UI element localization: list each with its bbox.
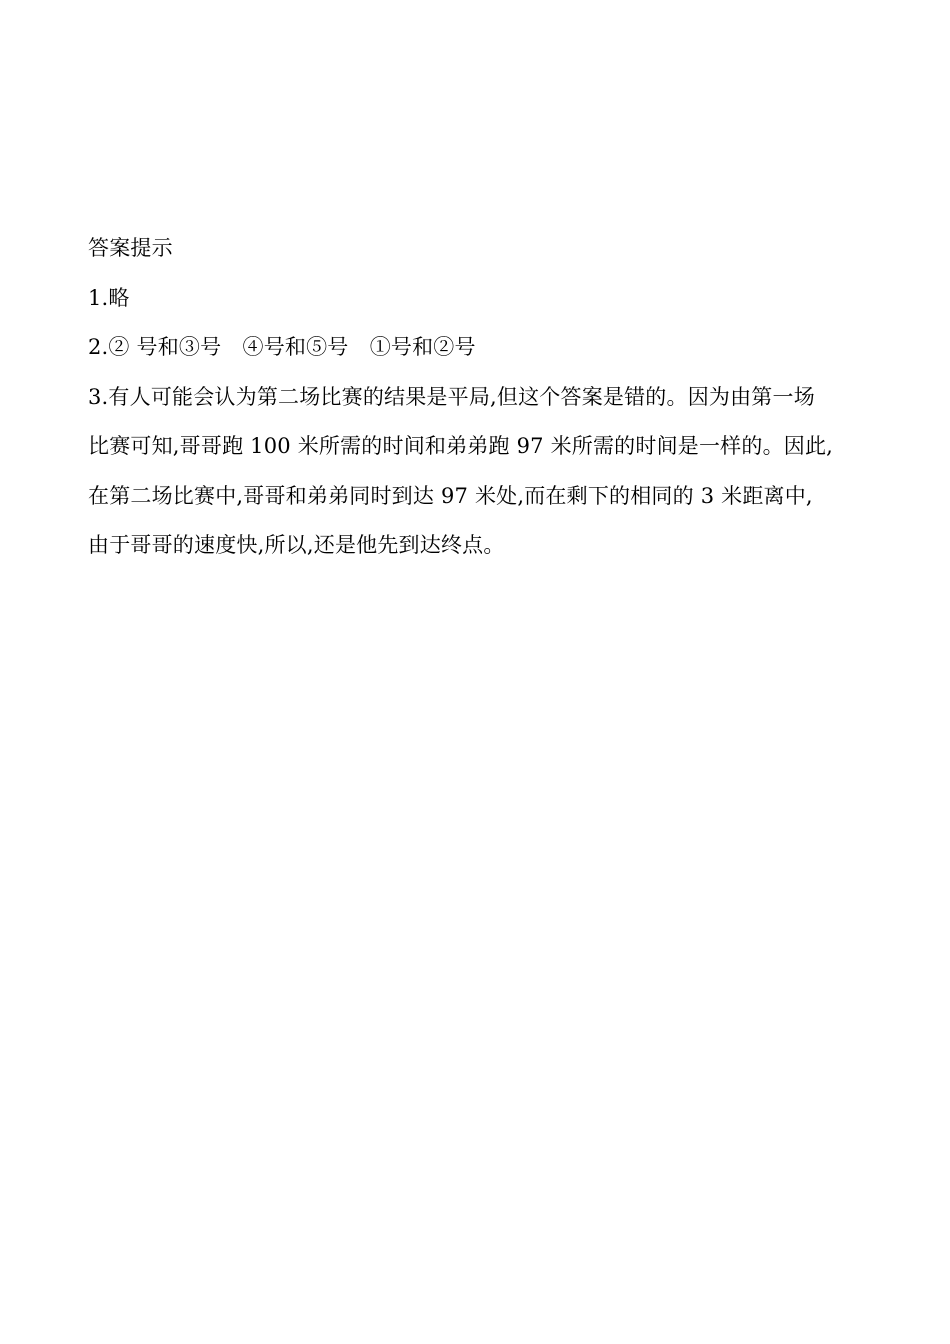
section-heading: 答案提示 [88,236,173,260]
answer-1: 1.略 [88,285,130,310]
answer-2: 2.② 号和③号 ④号和⑤号 ①号和②号 [88,335,476,359]
answer-3-line-3: 在第二场比赛中,哥哥和弟弟同时到达 97 米处,而在剩下的相同的 3 米距离中, [88,483,813,508]
answer-3-line-1: 3.有人可能会认为第二场比赛的结果是平局,但这个答案是错的。因为由第一场 [88,384,815,409]
answer-section [88,224,863,571]
answer-3-line-4: 由于哥哥的速度快,所以,还是他先到达终点。 [88,533,505,557]
answer-3-line-2: 比赛可知,哥哥跑 100 米所需的时间和弟弟跑 97 米所需的时间是一样的。因此, [88,434,834,458]
